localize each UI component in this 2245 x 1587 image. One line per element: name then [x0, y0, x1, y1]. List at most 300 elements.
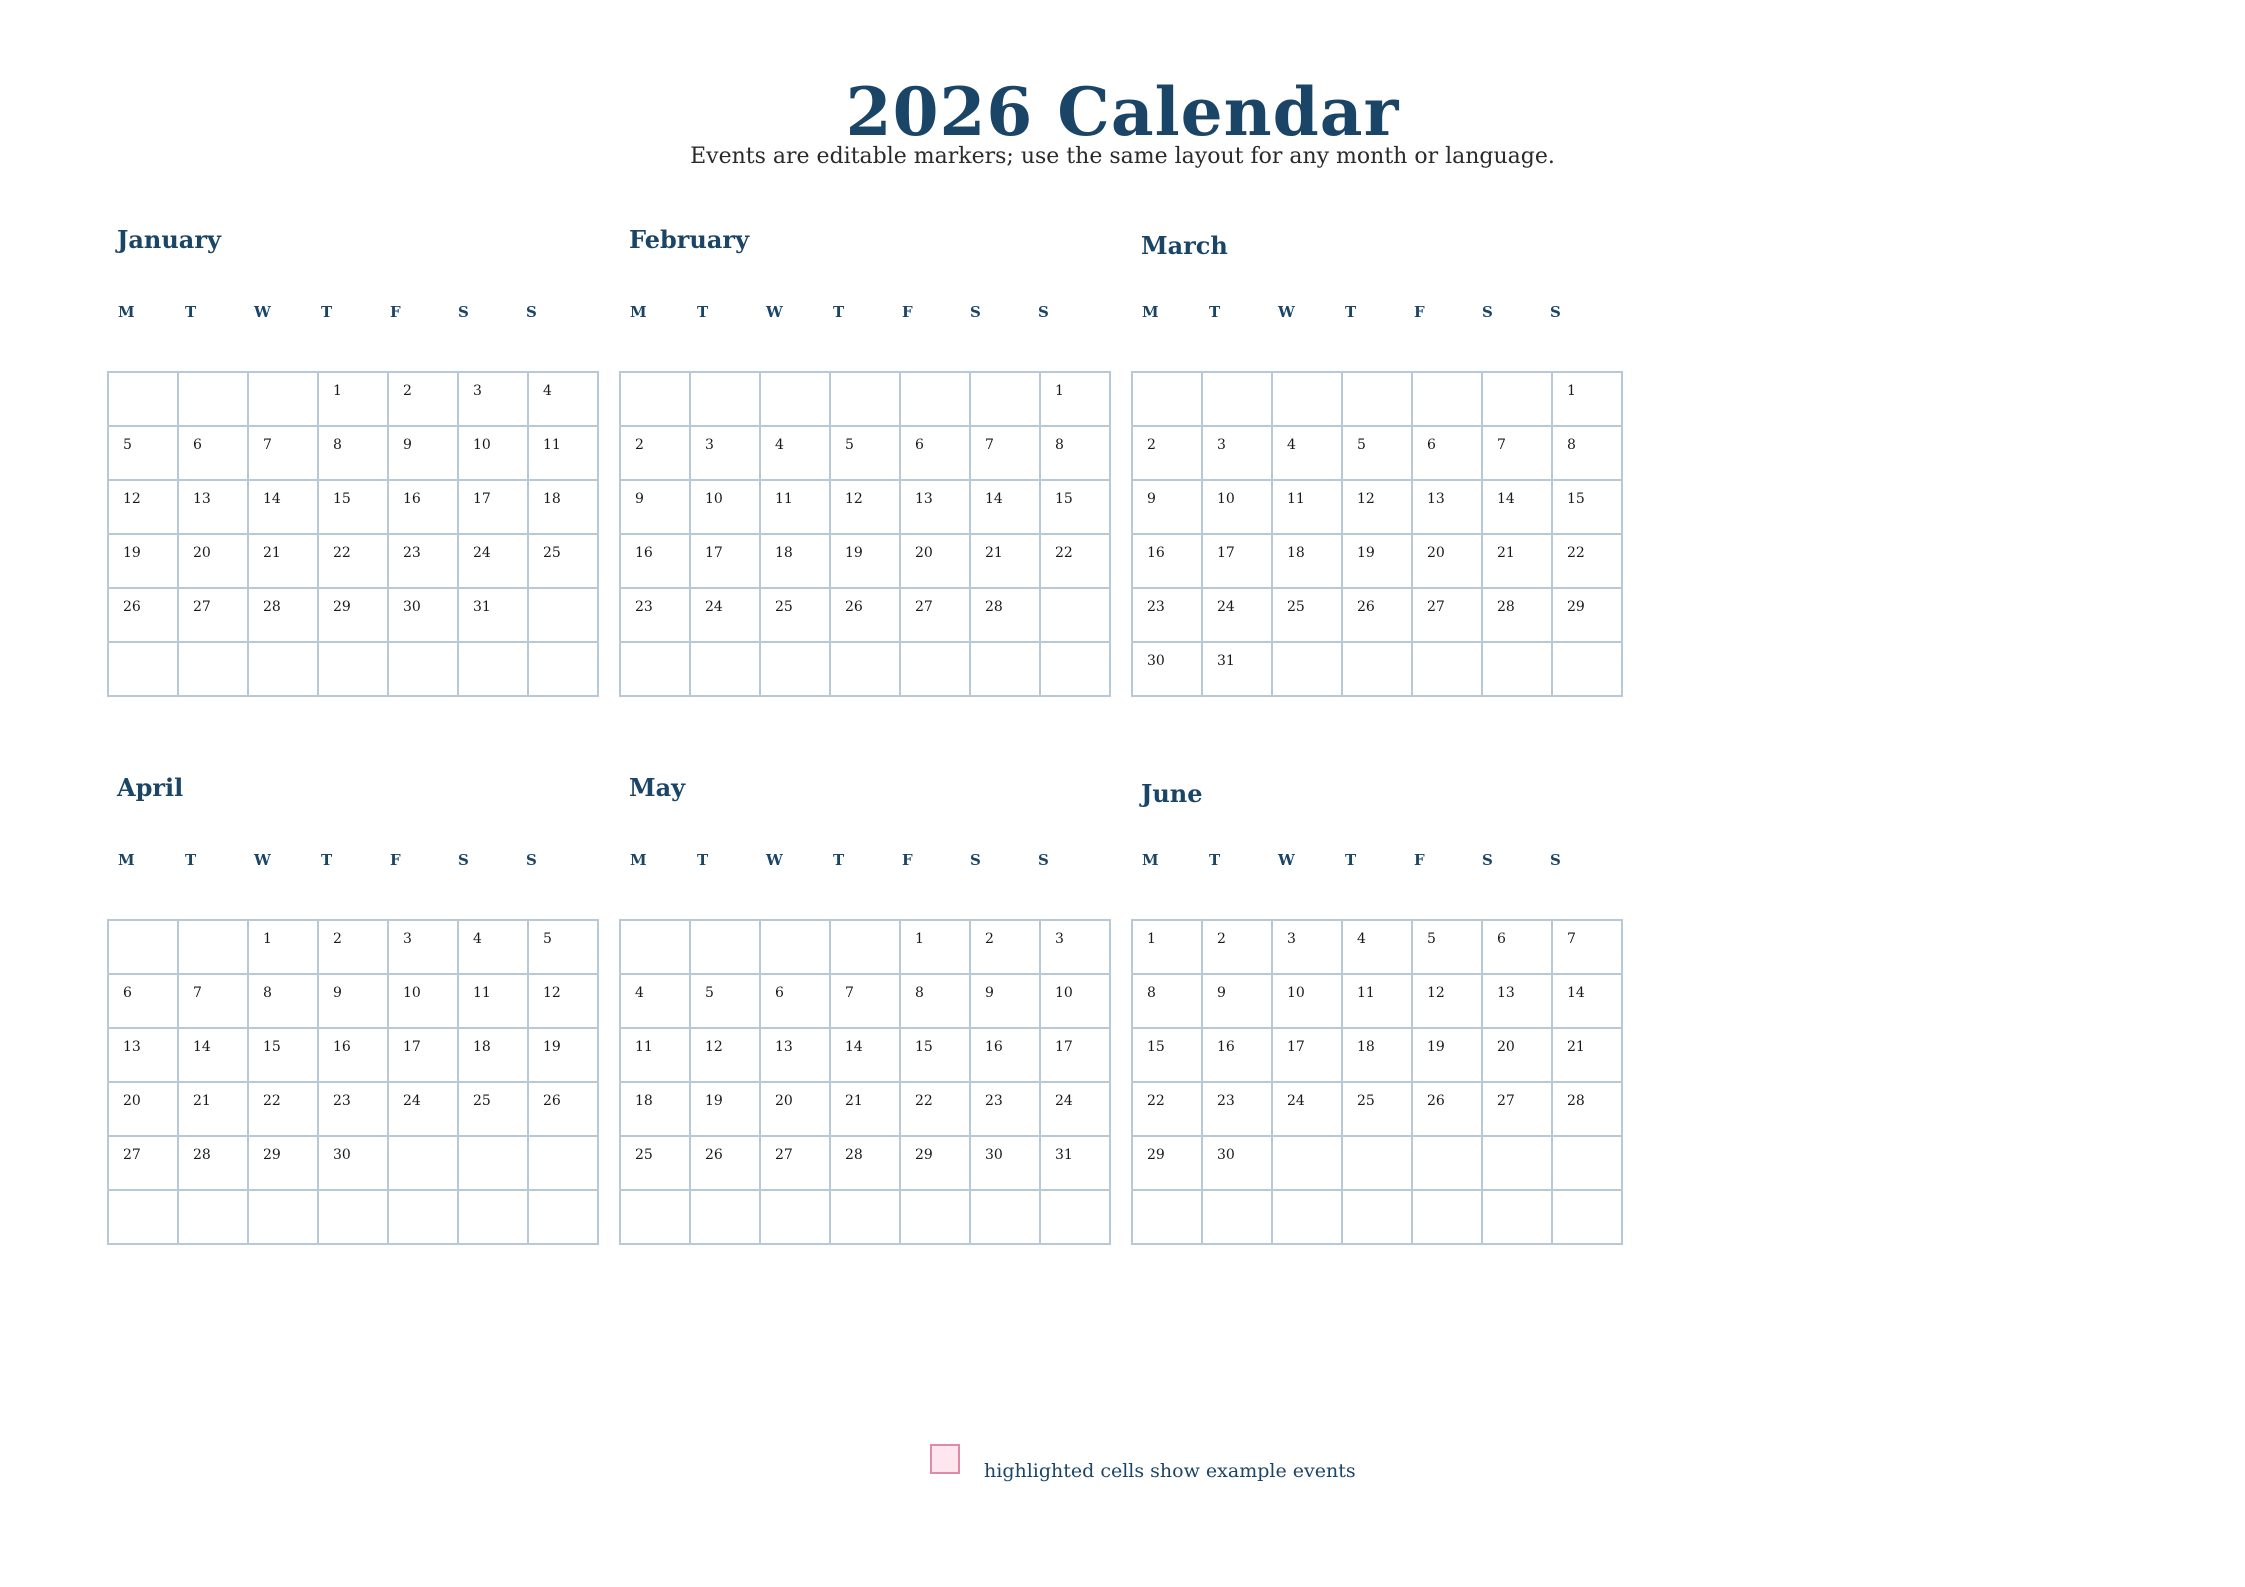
day-number: 15 — [1055, 491, 1073, 507]
day-number: 8 — [915, 985, 924, 1001]
day-cell[interactable] — [1040, 534, 1110, 588]
day-cell[interactable] — [318, 1136, 388, 1190]
week-row — [620, 1082, 1110, 1136]
day-cell[interactable] — [318, 480, 388, 534]
day-cell[interactable] — [1272, 534, 1342, 588]
day-cell[interactable] — [1552, 1190, 1622, 1244]
day-cell[interactable] — [620, 426, 690, 480]
day-cell[interactable] — [690, 1028, 760, 1082]
day-cell[interactable] — [690, 534, 760, 588]
day-cell[interactable] — [970, 1136, 1040, 1190]
day-cell[interactable] — [1040, 588, 1110, 642]
day-cell[interactable] — [458, 1136, 528, 1190]
day-cell[interactable] — [1132, 1190, 1202, 1244]
day-cell[interactable] — [1482, 480, 1552, 534]
day-cell[interactable] — [528, 372, 598, 426]
day-cell[interactable] — [760, 588, 830, 642]
day-cell[interactable] — [528, 480, 598, 534]
day-cell[interactable] — [970, 920, 1040, 974]
day-cell[interactable] — [1202, 426, 1272, 480]
day-cell[interactable] — [900, 1136, 970, 1190]
day-number: 5 — [705, 985, 714, 1001]
day-cell[interactable] — [388, 588, 458, 642]
day-cell[interactable] — [1272, 1082, 1342, 1136]
day-cell[interactable] — [458, 1028, 528, 1082]
day-cell[interactable] — [248, 1028, 318, 1082]
day-cell[interactable] — [1552, 1136, 1622, 1190]
day-cell[interactable] — [620, 642, 690, 696]
day-cell[interactable] — [1272, 426, 1342, 480]
day-cell[interactable] — [1272, 372, 1342, 426]
day-cell[interactable] — [108, 1082, 178, 1136]
day-cell[interactable] — [1040, 480, 1110, 534]
day-cell[interactable] — [690, 1136, 760, 1190]
day-number: 27 — [1427, 599, 1445, 615]
day-cell[interactable] — [108, 1136, 178, 1190]
day-cell[interactable] — [108, 1028, 178, 1082]
day-cell[interactable] — [620, 480, 690, 534]
day-number: 8 — [1147, 985, 1156, 1001]
day-number: 31 — [473, 599, 491, 615]
day-cell[interactable] — [900, 1190, 970, 1244]
day-cell[interactable] — [830, 1082, 900, 1136]
day-cell[interactable] — [1552, 426, 1622, 480]
day-cell[interactable] — [458, 974, 528, 1028]
day-cell[interactable] — [108, 534, 178, 588]
day-number: 11 — [1357, 985, 1375, 1001]
day-cell[interactable] — [318, 1028, 388, 1082]
day-number: 17 — [1217, 545, 1235, 561]
day-cell[interactable] — [528, 1190, 598, 1244]
day-cell[interactable] — [458, 920, 528, 974]
day-cell[interactable] — [178, 372, 248, 426]
day-cell[interactable] — [1040, 974, 1110, 1028]
day-number: 15 — [915, 1039, 933, 1055]
day-cell[interactable] — [178, 1190, 248, 1244]
day-cell[interactable] — [970, 372, 1040, 426]
day-cell[interactable] — [248, 426, 318, 480]
day-cell[interactable] — [900, 588, 970, 642]
day-cell[interactable] — [318, 920, 388, 974]
day-number: 2 — [403, 383, 412, 399]
day-cell[interactable] — [1552, 534, 1622, 588]
day-cell[interactable] — [318, 372, 388, 426]
day-cell[interactable] — [1272, 642, 1342, 696]
day-cell[interactable] — [1552, 920, 1622, 974]
day-cell[interactable] — [1342, 372, 1412, 426]
day-cell[interactable] — [620, 1028, 690, 1082]
day-cell[interactable] — [388, 426, 458, 480]
day-cell[interactable] — [1412, 1136, 1482, 1190]
day-cell[interactable] — [1552, 480, 1622, 534]
day-cell[interactable] — [1202, 1028, 1272, 1082]
day-cell[interactable] — [178, 534, 248, 588]
day-cell[interactable] — [318, 1082, 388, 1136]
day-cell[interactable] — [1040, 1190, 1110, 1244]
day-cell[interactable] — [248, 974, 318, 1028]
day-cell[interactable] — [620, 534, 690, 588]
day-cell[interactable] — [178, 1136, 248, 1190]
day-cell[interactable] — [388, 372, 458, 426]
day-number: 10 — [473, 437, 491, 453]
day-cell[interactable] — [388, 920, 458, 974]
day-number: 12 — [705, 1039, 723, 1055]
day-cell[interactable] — [1132, 1136, 1202, 1190]
day-cell[interactable] — [528, 1028, 598, 1082]
day-number: 3 — [1217, 437, 1226, 453]
day-cell[interactable] — [760, 1136, 830, 1190]
day-cell[interactable] — [248, 1190, 318, 1244]
day-cell[interactable] — [1342, 588, 1412, 642]
day-cell[interactable] — [248, 588, 318, 642]
day-cell[interactable] — [458, 588, 528, 642]
day-cell[interactable] — [690, 480, 760, 534]
day-cell[interactable] — [248, 480, 318, 534]
day-number: 17 — [1287, 1039, 1305, 1055]
day-cell[interactable] — [108, 920, 178, 974]
day-cell[interactable] — [970, 534, 1040, 588]
day-number: 26 — [543, 1093, 561, 1109]
day-cell[interactable] — [108, 426, 178, 480]
day-cell[interactable] — [1202, 1190, 1272, 1244]
day-cell[interactable] — [1272, 1136, 1342, 1190]
day-cell[interactable] — [388, 480, 458, 534]
day-cell[interactable] — [970, 1028, 1040, 1082]
day-cell[interactable] — [900, 1082, 970, 1136]
day-cell[interactable] — [760, 642, 830, 696]
day-cell[interactable] — [458, 534, 528, 588]
day-cell[interactable] — [108, 974, 178, 1028]
day-cell[interactable] — [1342, 642, 1412, 696]
day-number: 8 — [1567, 437, 1576, 453]
day-cell[interactable] — [620, 920, 690, 974]
weekday-label: T — [833, 303, 846, 321]
day-cell[interactable] — [830, 920, 900, 974]
day-cell[interactable] — [248, 372, 318, 426]
day-cell[interactable] — [1202, 920, 1272, 974]
day-cell[interactable] — [900, 920, 970, 974]
day-cell[interactable] — [1482, 426, 1552, 480]
day-cell[interactable] — [900, 534, 970, 588]
day-number: 24 — [705, 599, 723, 615]
day-cell[interactable] — [528, 642, 598, 696]
day-cell[interactable] — [388, 1136, 458, 1190]
day-cell[interactable] — [830, 534, 900, 588]
day-cell[interactable] — [108, 1190, 178, 1244]
day-cell[interactable] — [1040, 372, 1110, 426]
day-number: 27 — [1497, 1093, 1515, 1109]
day-cell[interactable] — [1040, 426, 1110, 480]
day-cell[interactable] — [1272, 1028, 1342, 1082]
day-cell[interactable] — [458, 426, 528, 480]
day-cell[interactable] — [178, 642, 248, 696]
day-cell[interactable] — [1482, 372, 1552, 426]
day-number: 20 — [193, 545, 211, 561]
day-cell[interactable] — [1202, 480, 1272, 534]
day-cell[interactable] — [900, 480, 970, 534]
day-cell[interactable] — [1132, 1028, 1202, 1082]
day-cell[interactable] — [760, 1028, 830, 1082]
day-cell[interactable] — [1342, 1028, 1412, 1082]
day-number: 25 — [1357, 1093, 1375, 1109]
day-number: 9 — [985, 985, 994, 1001]
day-cell[interactable] — [248, 534, 318, 588]
day-cell[interactable] — [690, 372, 760, 426]
day-cell[interactable] — [830, 1136, 900, 1190]
day-cell[interactable] — [830, 588, 900, 642]
day-cell[interactable] — [690, 642, 760, 696]
weekday-label: T — [697, 303, 710, 321]
day-cell[interactable] — [528, 1136, 598, 1190]
day-cell[interactable] — [1552, 588, 1622, 642]
day-number: 10 — [403, 985, 421, 1001]
day-number: 16 — [1147, 545, 1165, 561]
month-name: March — [1141, 231, 1228, 260]
day-cell[interactable] — [830, 974, 900, 1028]
day-cell[interactable] — [830, 372, 900, 426]
day-cell[interactable] — [1132, 480, 1202, 534]
day-cell[interactable] — [1552, 974, 1622, 1028]
day-cell[interactable] — [970, 974, 1040, 1028]
day-cell[interactable] — [108, 372, 178, 426]
week-row — [1132, 642, 1622, 696]
day-cell[interactable] — [1482, 1028, 1552, 1082]
day-cell[interactable] — [1412, 1028, 1482, 1082]
day-cell[interactable] — [830, 1028, 900, 1082]
day-cell[interactable] — [108, 642, 178, 696]
day-cell[interactable] — [1342, 920, 1412, 974]
day-cell[interactable] — [1202, 974, 1272, 1028]
page-title: 2026 Calendar — [845, 73, 1400, 151]
day-cell[interactable] — [178, 920, 248, 974]
day-cell[interactable] — [318, 426, 388, 480]
day-cell[interactable] — [620, 1136, 690, 1190]
day-cell[interactable] — [1342, 480, 1412, 534]
day-cell[interactable] — [1412, 1190, 1482, 1244]
month-name: February — [629, 225, 750, 254]
day-cell[interactable] — [1202, 1082, 1272, 1136]
day-cell[interactable] — [388, 534, 458, 588]
day-cell[interactable] — [760, 480, 830, 534]
day-number: 8 — [263, 985, 272, 1001]
day-cell[interactable] — [690, 920, 760, 974]
day-number: 24 — [1055, 1093, 1073, 1109]
day-cell[interactable] — [1412, 534, 1482, 588]
day-cell[interactable] — [690, 1190, 760, 1244]
day-cell[interactable] — [620, 974, 690, 1028]
day-cell[interactable] — [1132, 1082, 1202, 1136]
day-cell[interactable] — [458, 642, 528, 696]
day-cell[interactable] — [178, 588, 248, 642]
day-cell[interactable] — [178, 974, 248, 1028]
day-cell[interactable] — [1342, 1082, 1412, 1136]
day-cell[interactable] — [1202, 642, 1272, 696]
day-cell[interactable] — [1412, 1082, 1482, 1136]
day-cell[interactable] — [1412, 974, 1482, 1028]
day-cell[interactable] — [318, 642, 388, 696]
day-cell[interactable] — [760, 920, 830, 974]
day-cell[interactable] — [1412, 426, 1482, 480]
day-cell[interactable] — [108, 588, 178, 642]
day-cell[interactable] — [690, 588, 760, 642]
day-cell[interactable] — [900, 642, 970, 696]
day-cell[interactable] — [1272, 974, 1342, 1028]
day-cell[interactable] — [1202, 1136, 1272, 1190]
day-cell[interactable] — [900, 1028, 970, 1082]
day-cell[interactable] — [1342, 426, 1412, 480]
day-number: 19 — [845, 545, 863, 561]
day-cell[interactable] — [760, 534, 830, 588]
day-number: 9 — [635, 491, 644, 507]
day-cell[interactable] — [178, 426, 248, 480]
day-number: 29 — [1567, 599, 1585, 615]
day-cell[interactable] — [248, 642, 318, 696]
day-cell[interactable] — [970, 1082, 1040, 1136]
day-cell[interactable] — [248, 1136, 318, 1190]
weekday-label: W — [254, 303, 272, 321]
day-cell[interactable] — [458, 1082, 528, 1136]
day-cell[interactable] — [970, 588, 1040, 642]
day-cell[interactable] — [1132, 426, 1202, 480]
day-cell[interactable] — [1272, 1190, 1342, 1244]
day-cell[interactable] — [1482, 1082, 1552, 1136]
day-cell[interactable] — [108, 480, 178, 534]
day-cell[interactable] — [1342, 1190, 1412, 1244]
day-cell[interactable] — [1202, 588, 1272, 642]
day-cell[interactable] — [690, 974, 760, 1028]
day-cell[interactable] — [1482, 1136, 1552, 1190]
day-cell[interactable] — [900, 974, 970, 1028]
day-cell[interactable] — [620, 588, 690, 642]
day-cell[interactable] — [970, 642, 1040, 696]
day-cell[interactable] — [1482, 920, 1552, 974]
day-cell[interactable] — [690, 1082, 760, 1136]
day-cell[interactable] — [620, 1190, 690, 1244]
day-cell[interactable] — [830, 426, 900, 480]
day-cell[interactable] — [620, 1082, 690, 1136]
day-number: 14 — [1567, 985, 1585, 1001]
day-cell[interactable] — [1412, 372, 1482, 426]
day-cell[interactable] — [1132, 534, 1202, 588]
day-cell[interactable] — [900, 372, 970, 426]
day-cell[interactable] — [528, 426, 598, 480]
day-cell[interactable] — [1272, 480, 1342, 534]
day-cell[interactable] — [1552, 1082, 1622, 1136]
day-cell[interactable] — [830, 480, 900, 534]
day-cell[interactable] — [1482, 642, 1552, 696]
week-row — [620, 480, 1110, 534]
day-cell[interactable] — [1412, 642, 1482, 696]
day-cell[interactable] — [318, 1190, 388, 1244]
day-cell[interactable] — [1552, 372, 1622, 426]
day-cell[interactable] — [178, 1028, 248, 1082]
day-cell[interactable] — [458, 480, 528, 534]
day-cell[interactable] — [388, 1028, 458, 1082]
day-cell[interactable] — [1202, 534, 1272, 588]
day-cell[interactable] — [178, 480, 248, 534]
day-cell[interactable] — [1132, 588, 1202, 642]
day-cell[interactable] — [1552, 642, 1622, 696]
day-cell[interactable] — [690, 426, 760, 480]
day-cell[interactable] — [248, 1082, 318, 1136]
day-cell[interactable] — [528, 974, 598, 1028]
day-cell[interactable] — [1482, 588, 1552, 642]
day-cell[interactable] — [458, 1190, 528, 1244]
day-number: 30 — [333, 1147, 351, 1163]
day-number: 27 — [123, 1147, 141, 1163]
day-cell[interactable] — [388, 1190, 458, 1244]
day-cell[interactable] — [900, 426, 970, 480]
day-cell[interactable] — [1040, 920, 1110, 974]
day-cell[interactable] — [318, 588, 388, 642]
day-cell[interactable] — [760, 372, 830, 426]
day-cell[interactable] — [178, 1082, 248, 1136]
day-cell[interactable] — [760, 426, 830, 480]
day-number: 13 — [915, 491, 933, 507]
day-cell[interactable] — [1132, 372, 1202, 426]
day-cell[interactable] — [830, 642, 900, 696]
day-cell[interactable] — [388, 1082, 458, 1136]
day-cell[interactable] — [528, 588, 598, 642]
day-cell[interactable] — [528, 920, 598, 974]
day-cell[interactable] — [318, 974, 388, 1028]
day-cell[interactable] — [1040, 1028, 1110, 1082]
day-cell[interactable] — [1040, 1136, 1110, 1190]
day-cell[interactable] — [1342, 534, 1412, 588]
day-number: 10 — [1055, 985, 1073, 1001]
day-cell[interactable] — [1040, 642, 1110, 696]
day-cell[interactable] — [1132, 920, 1202, 974]
day-number: 26 — [1427, 1093, 1445, 1109]
day-number: 16 — [635, 545, 653, 561]
day-cell[interactable] — [458, 372, 528, 426]
day-cell[interactable] — [528, 1082, 598, 1136]
day-cell[interactable] — [528, 534, 598, 588]
day-cell[interactable] — [248, 920, 318, 974]
day-cell[interactable] — [970, 1190, 1040, 1244]
week-row — [108, 642, 598, 696]
day-cell[interactable] — [830, 1190, 900, 1244]
day-cell[interactable] — [970, 480, 1040, 534]
day-cell[interactable] — [1202, 372, 1272, 426]
day-cell[interactable] — [620, 372, 690, 426]
day-cell[interactable] — [970, 426, 1040, 480]
day-cell[interactable] — [1132, 642, 1202, 696]
day-cell[interactable] — [1272, 588, 1342, 642]
day-cell[interactable] — [1132, 974, 1202, 1028]
day-cell[interactable] — [760, 1082, 830, 1136]
day-cell[interactable] — [1412, 920, 1482, 974]
day-cell[interactable] — [1342, 974, 1412, 1028]
day-number: 25 — [635, 1147, 653, 1163]
day-cell[interactable] — [1412, 480, 1482, 534]
day-cell[interactable] — [1272, 920, 1342, 974]
day-cell[interactable] — [1412, 588, 1482, 642]
day-cell[interactable] — [1482, 974, 1552, 1028]
day-cell[interactable] — [388, 642, 458, 696]
day-cell[interactable] — [1040, 1082, 1110, 1136]
day-cell[interactable] — [318, 534, 388, 588]
day-cell[interactable] — [1552, 1028, 1622, 1082]
day-cell[interactable] — [760, 1190, 830, 1244]
day-number: 29 — [333, 599, 351, 615]
day-cell[interactable] — [1482, 534, 1552, 588]
day-cell[interactable] — [1482, 1190, 1552, 1244]
day-cell[interactable] — [760, 974, 830, 1028]
day-cell[interactable] — [1342, 1136, 1412, 1190]
day-cell[interactable] — [388, 974, 458, 1028]
weekday-label: M — [118, 851, 136, 869]
